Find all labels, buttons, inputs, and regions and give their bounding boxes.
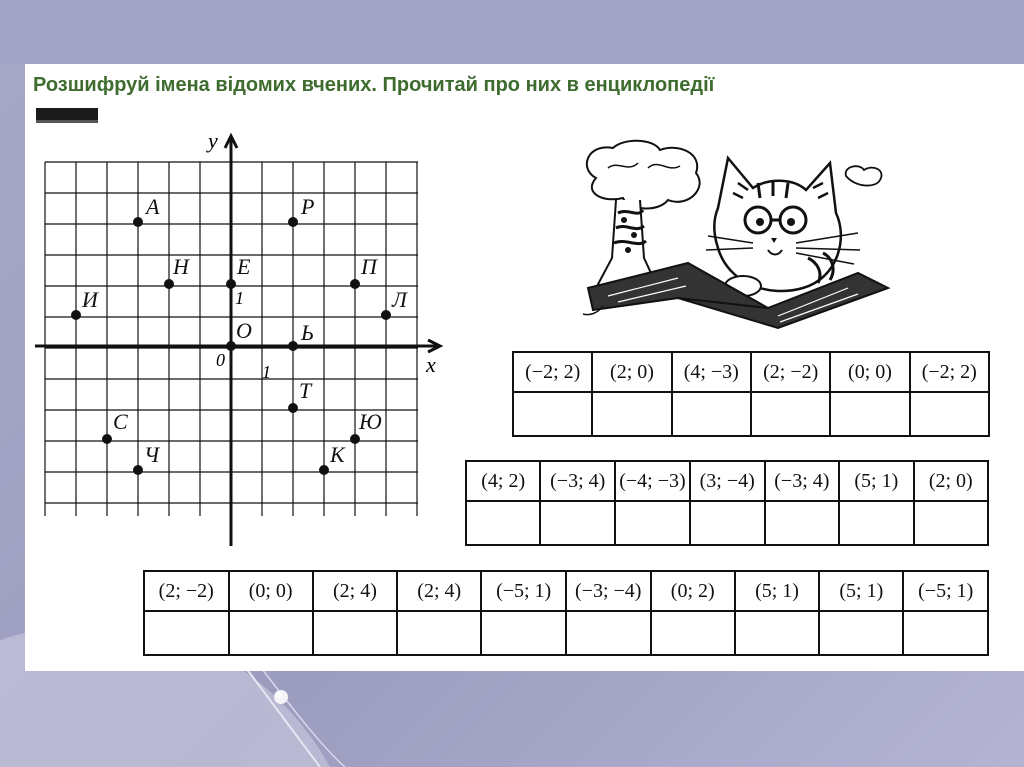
coordinate-cell: (0; 2) bbox=[651, 571, 735, 611]
answer-letter-cell[interactable] bbox=[513, 392, 592, 436]
point-marker bbox=[226, 341, 236, 351]
point-marker bbox=[350, 279, 360, 289]
coordinate-cell: (2; 4) bbox=[313, 571, 397, 611]
point-label: О bbox=[236, 318, 252, 343]
coordinate-cell: (4; −3) bbox=[672, 352, 751, 392]
coordinate-cell: (0; 0) bbox=[830, 352, 909, 392]
point-label: К bbox=[330, 442, 345, 467]
answer-letter-cell[interactable] bbox=[592, 392, 671, 436]
exercise-marker bbox=[36, 106, 98, 123]
point-label: С bbox=[113, 409, 128, 434]
point-marker bbox=[288, 341, 298, 351]
y-axis-label: y bbox=[208, 128, 218, 153]
coordinate-cell: (−5; 1) bbox=[481, 571, 566, 611]
coordinate-cell: (2; −2) bbox=[751, 352, 830, 392]
point-marker bbox=[350, 434, 360, 444]
point-label: Н bbox=[173, 254, 189, 279]
answer-letter-cell[interactable] bbox=[672, 392, 751, 436]
coordinate-cell: (4; 2) bbox=[466, 461, 540, 501]
point-marker bbox=[288, 217, 298, 227]
page-title: Розшифруй імена відомих вчених. Прочитай про них в енциклопедії bbox=[25, 64, 1019, 106]
point-label: Л bbox=[392, 287, 407, 312]
coordinate-cell: (3; −4) bbox=[690, 461, 765, 501]
answer-letter-cell[interactable] bbox=[765, 501, 840, 545]
answer-table-2 bbox=[465, 460, 989, 546]
coordinate-cell: (−5; 1) bbox=[903, 571, 988, 611]
answer-letter-cell[interactable] bbox=[481, 611, 566, 655]
answer-letter-cell[interactable] bbox=[751, 392, 830, 436]
point-marker bbox=[381, 310, 391, 320]
point-marker bbox=[102, 434, 112, 444]
answer-letter-cell[interactable] bbox=[830, 392, 909, 436]
answer-letter-cell[interactable] bbox=[313, 611, 397, 655]
point-marker bbox=[133, 465, 143, 475]
coordinate-cell: (−2; 2) bbox=[513, 352, 592, 392]
answer-letter-cell[interactable] bbox=[540, 501, 615, 545]
coordinate-cell: (−3; −4) bbox=[566, 571, 651, 611]
coordinate-cell: (2; 4) bbox=[397, 571, 481, 611]
coordinate-cell: (5; 1) bbox=[819, 571, 903, 611]
point-label: Е bbox=[237, 254, 251, 279]
origin-label: 0 bbox=[216, 350, 225, 370]
point-marker bbox=[288, 403, 298, 413]
point-marker bbox=[71, 310, 81, 320]
answer-table-1 bbox=[512, 351, 990, 437]
point-marker bbox=[164, 279, 174, 289]
answer-letter-cell[interactable] bbox=[651, 611, 735, 655]
x-axis-label: x bbox=[426, 352, 436, 377]
point-label: Т bbox=[299, 378, 312, 403]
coordinate-cell: (5; 1) bbox=[735, 571, 819, 611]
answer-letter-cell[interactable] bbox=[914, 501, 988, 545]
coordinate-cell: (2; 0) bbox=[914, 461, 988, 501]
answer-letter-cell[interactable] bbox=[910, 392, 989, 436]
answer-letter-cell[interactable] bbox=[615, 501, 690, 545]
answer-table-3 bbox=[143, 570, 989, 656]
point-marker bbox=[133, 217, 143, 227]
cat-scientist-illustration bbox=[568, 138, 898, 330]
answer-letter-cell[interactable] bbox=[229, 611, 313, 655]
coordinate-cell: (2; 0) bbox=[592, 352, 671, 392]
answer-letter-cell[interactable] bbox=[144, 611, 229, 655]
coordinate-cell: (−2; 2) bbox=[910, 352, 989, 392]
answer-letter-cell[interactable] bbox=[566, 611, 651, 655]
answer-letter-cell[interactable] bbox=[690, 501, 765, 545]
point-label: А bbox=[146, 194, 160, 219]
coordinate-cell: (−3; 4) bbox=[765, 461, 840, 501]
coordinate-cell: (2; −2) bbox=[144, 571, 229, 611]
coordinate-cell: (0; 0) bbox=[229, 571, 313, 611]
answer-letter-cell[interactable] bbox=[839, 501, 913, 545]
coordinate-grid bbox=[30, 126, 450, 561]
coordinate-cell: (−3; 4) bbox=[540, 461, 615, 501]
answer-letter-cell[interactable] bbox=[903, 611, 988, 655]
answer-letter-cell[interactable] bbox=[397, 611, 481, 655]
point-label: И bbox=[82, 287, 98, 312]
answer-letter-cell[interactable] bbox=[735, 611, 819, 655]
coordinate-cell: (−4; −3) bbox=[615, 461, 690, 501]
point-marker bbox=[319, 465, 329, 475]
answer-letter-cell[interactable] bbox=[466, 501, 540, 545]
x-unit-label: 1 bbox=[262, 362, 271, 382]
coordinate-cell: (5; 1) bbox=[839, 461, 913, 501]
point-label: Ь bbox=[301, 320, 314, 345]
point-label: Ю bbox=[359, 409, 382, 434]
point-label: Ч bbox=[144, 442, 160, 467]
coordinate-plane bbox=[30, 126, 450, 556]
point-label: Р bbox=[301, 194, 315, 219]
point-label: П bbox=[361, 254, 377, 279]
y-unit-label: 1 bbox=[235, 288, 244, 308]
answer-letter-cell[interactable] bbox=[819, 611, 903, 655]
